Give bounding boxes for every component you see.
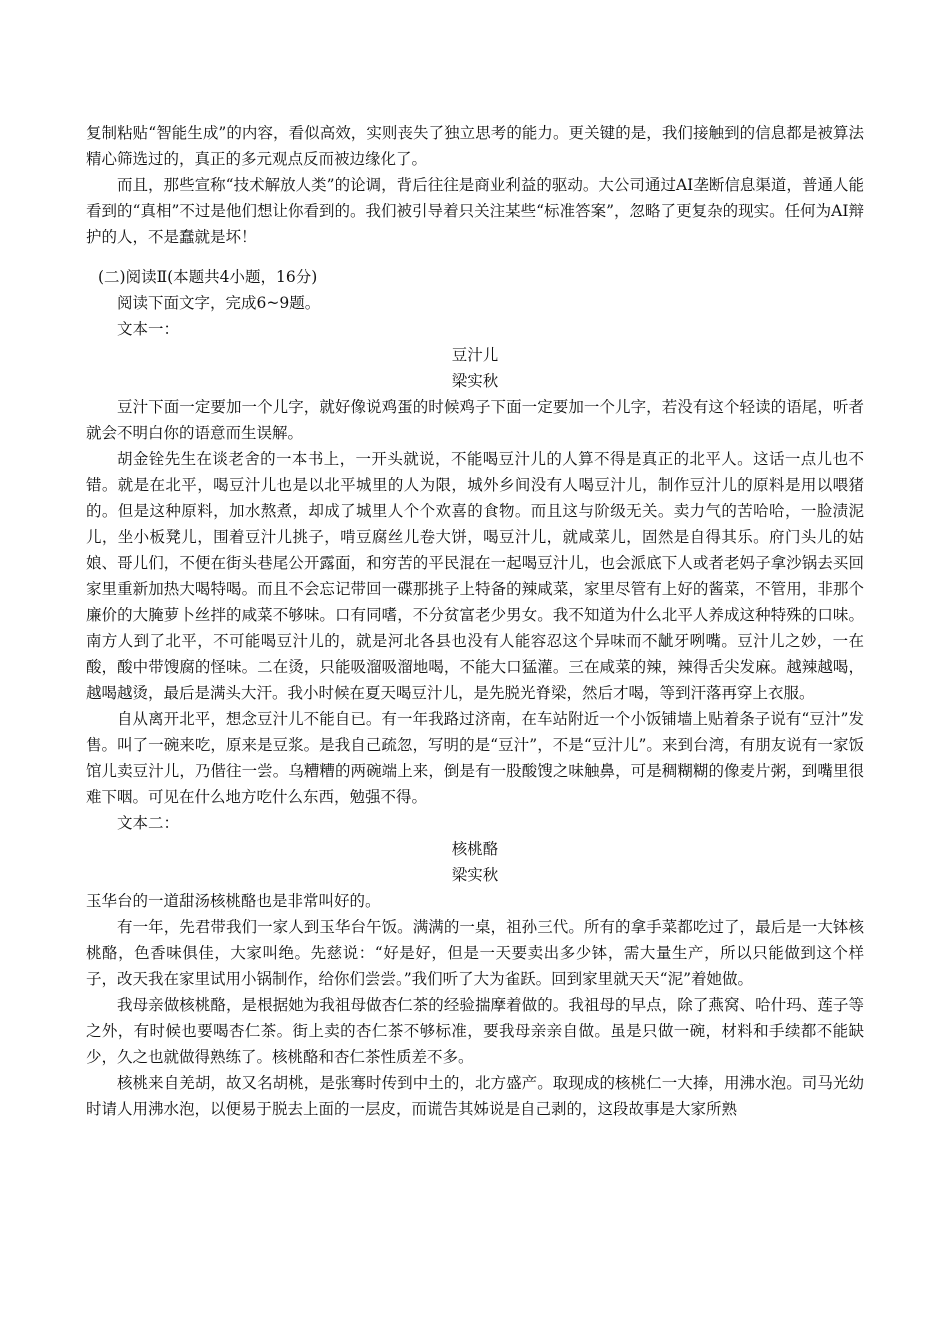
text1-author: 梁实秋 xyxy=(451,372,499,390)
text2-author: 梁实秋 xyxy=(451,866,499,884)
text1-title: 豆汁儿 xyxy=(451,346,499,364)
text2-label: 文本二： xyxy=(117,814,180,832)
intro-paragraph-1: 复制粘贴“智能生成”的内容，看似高效，实则丧失了独立思考的能力。更关键的是，我们接触到的信息都是被算法精心筛选过的，真正的多元观点反而被边缘化了。 xyxy=(86,124,864,168)
text1-paragraph-2: 胡金铨先生在谈老舍的一本书上，一开头就说，不能喝豆汁儿的人算不得是真正的北平人。这话一点儿也不错。就是在北平，喝豆汁儿也是以北平城里的人为限，城外乡间没有人喝豆汁儿，制作豆汁儿的原料是用以喂猪的。但是这种原料，加水熬煮，却成了城里人个个欢喜的食物。而且这与阶级无关。卖力气的苦哈哈，一脸渍泥儿，坐小板凳儿，围着豆汁儿挑子，啃豆腐丝儿卷大饼，喝豆汁儿，就咸菜儿，固然是自得其乐。府门头儿的姑娘、哥儿们，不便在街头巷尾公开露面，和穷苦的平民混在一起喝豆汁儿，也会派底下人或者老妈子拿沙锅去买回家里重新加热大喝特喝。而且不会忘记带回一碟那挑子上特备的辣咸菜，家里尽管有上好的酱菜，不管用，非那个廉价的大腌萝卜丝拌的咸菜不够味。口有同嗜，不分贫富老少男女。我不知道为什么北平人养成这种特殊的口味。南方人到了北平，不可能喝豆汁儿的，就是河北各县也没有人能容忍这个异味而不龇牙咧嘴。豆汁儿之妙，一在酸，酸中带馊腐的怪味。二在烫，只能吸溜吸溜地喝，不能大口猛灌。三在咸菜的辣，辣得舌尖发麻。越辣越喝，越喝越烫，最后是满头大汗。我小时候在夏天喝豆汁儿，是先脱光脊梁，然后才喝，等到汗落再穿上衣服。 xyxy=(86,450,864,702)
text1-paragraph-3: 自从离开北平，想念豆汁儿不能自已。有一年我路过济南，在车站附近一个小饭铺墙上贴着条子说有“豆汁”发售。叫了一碗来吃，原来是豆浆。是我自己疏忽，写明的是“豆汁”，不是“豆汁儿”。来到台湾，有朋友说有一家饭馆儿卖豆汁儿，乃偕往一尝。乌糟糟的两碗端上来，倒是有一股酸馊之味触鼻，可是稠糊糊的像麦片粥，到嘴里很难下咽。可见在什么地方吃什么东西，勉强不得。 xyxy=(86,710,864,806)
text2-paragraph-2: 有一年，先君带我们一家人到玉华台午饭。满满的一桌，祖孙三代。所有的拿手菜都吃过了，最后是一大钵核桃酪，色香味俱佳，大家叫绝。先慈说：“好是好，但是一天要卖出多少钵，需大量生产，所以只能做到这个样子，改天我在家里试用小锅制作，给你们尝尝。”我们听了大为雀跃。回到家里就天天“泥”着她做。 xyxy=(86,918,864,988)
text2-paragraph-1: 玉华台的一道甜汤核桃酪也是非常叫好的。 xyxy=(86,892,381,910)
spacer xyxy=(86,250,864,264)
intro-paragraph-2: 而且，那些宣称“技术解放人类”的论调，背后往往是商业利益的驱动。大公司通过AI垄断信息渠道，普通人能看到的“真相”不过是他们想让你看到的。我们被引导着只关注某些“标准答案”，忽略了更复杂的现实。任何为AI辩护的人，不是蠢就是坏！ xyxy=(86,176,864,246)
section-instruction: 阅读下面文字，完成6~9题。 xyxy=(117,294,321,312)
text1-paragraph-1: 豆汁下面一定要加一个儿字，就好像说鸡蛋的时候鸡子下面一定要加一个儿字，若没有这个轻读的语尾，听者就会不明白你的语意而生误解。 xyxy=(86,398,864,442)
text2-paragraph-3: 我母亲做核桃酪，是根据她为我祖母做杏仁茶的经验揣摩着做的。我祖母的早点，除了燕窝、哈什玛、莲子等之外，有时候也要喝杏仁茶。街上卖的杏仁茶不够标准，要我母亲亲自做。虽是只做一碗，材料和手续都不能缺少，久之也就做得熟练了。核桃酪和杏仁茶性质差不多。 xyxy=(86,996,864,1066)
text2-title: 核桃酪 xyxy=(451,840,499,858)
text2-paragraph-4: 核桃来自羌胡，故又名胡桃，是张骞时传到中土的，北方盛产。取现成的核桃仁一大捧，用沸水泡。司马光幼时请人用沸水泡，以便易于脱去上面的一层皮，而谎告其姊说是自己剥的，这段故事是大家所熟 xyxy=(86,1074,864,1118)
section-heading: (二)阅读Ⅱ(本题共4小题，16分) xyxy=(98,268,318,286)
text1-label: 文本一： xyxy=(117,320,180,338)
